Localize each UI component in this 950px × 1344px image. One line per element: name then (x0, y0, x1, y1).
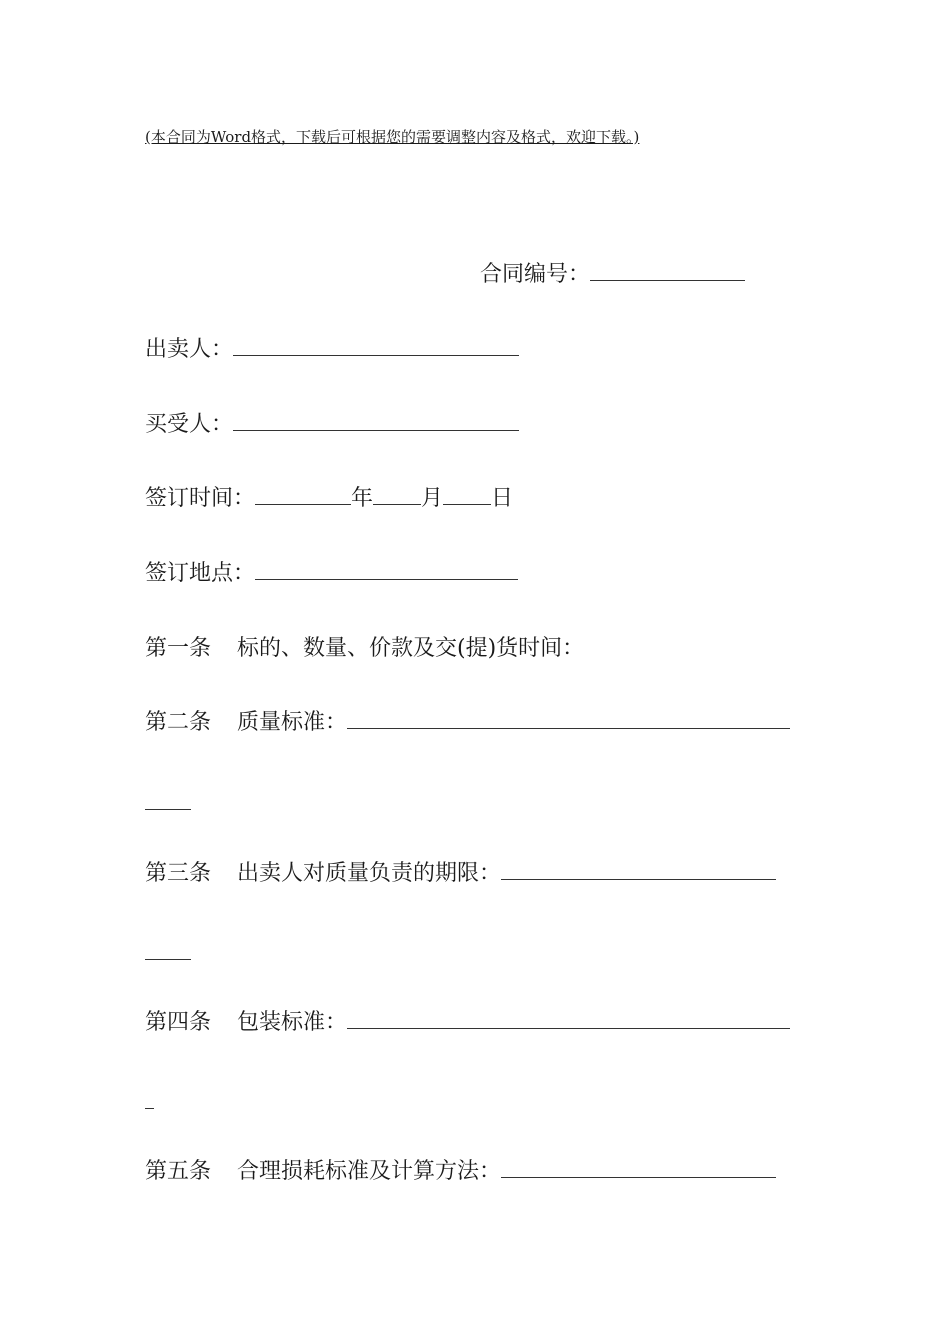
article-text: 合理损耗标准及计算方法： (237, 1159, 502, 1184)
contract-number-label: 合同编号： (480, 262, 591, 287)
month-blank[interactable] (373, 484, 421, 505)
article-text: 质量标准： (237, 710, 348, 735)
seller-label: 出卖人： (145, 337, 234, 362)
article-5 (145, 1157, 776, 1187)
sign-time-line (145, 484, 513, 514)
contract-number-line (480, 260, 745, 290)
quality-period-blank[interactable] (501, 859, 776, 880)
article-number: 第一条 (145, 636, 212, 661)
sign-place-label: 签订地点： (145, 561, 256, 586)
article-2 (145, 708, 790, 738)
article-text: 标的、数量、价款及交(提)货时间： (237, 636, 585, 661)
article-text: 包装标准： (237, 1010, 348, 1035)
sign-place-line (145, 559, 518, 589)
article-1 (145, 634, 584, 664)
month-label: 月 (421, 486, 444, 511)
article-number: 第五条 (145, 1159, 212, 1184)
sign-time-label: 签订时间： (145, 486, 256, 511)
quality-standard-blank[interactable] (347, 708, 790, 729)
article-number: 第四条 (145, 1010, 212, 1035)
article-number: 第三条 (145, 861, 212, 886)
seller-blank[interactable] (233, 335, 519, 356)
sign-place-blank[interactable] (255, 559, 518, 580)
day-label: 日 (491, 486, 514, 511)
quality-period-blank-continuation[interactable] (145, 958, 191, 960)
seller-line (145, 335, 519, 365)
packaging-standard-blank-continuation[interactable] (145, 1107, 154, 1109)
contract-number-blank[interactable] (590, 260, 745, 281)
article-text: 出卖人对质量负责的期限： (237, 861, 502, 886)
buyer-blank[interactable] (233, 410, 519, 431)
article-number: 第二条 (145, 710, 212, 735)
article-3 (145, 859, 776, 889)
packaging-standard-blank[interactable] (347, 1008, 790, 1029)
article-4 (145, 1008, 790, 1038)
loss-standard-blank[interactable] (501, 1157, 776, 1178)
day-blank[interactable] (443, 484, 491, 505)
buyer-line (145, 410, 519, 440)
year-blank[interactable] (255, 484, 351, 505)
year-label: 年 (351, 486, 374, 511)
buyer-label: 买受人： (145, 412, 234, 437)
format-notice: (本合同为Word格式，下载后可根据您的需要调整内容及格式，欢迎下载。) (145, 128, 640, 146)
quality-standard-blank-continuation[interactable] (145, 808, 191, 810)
